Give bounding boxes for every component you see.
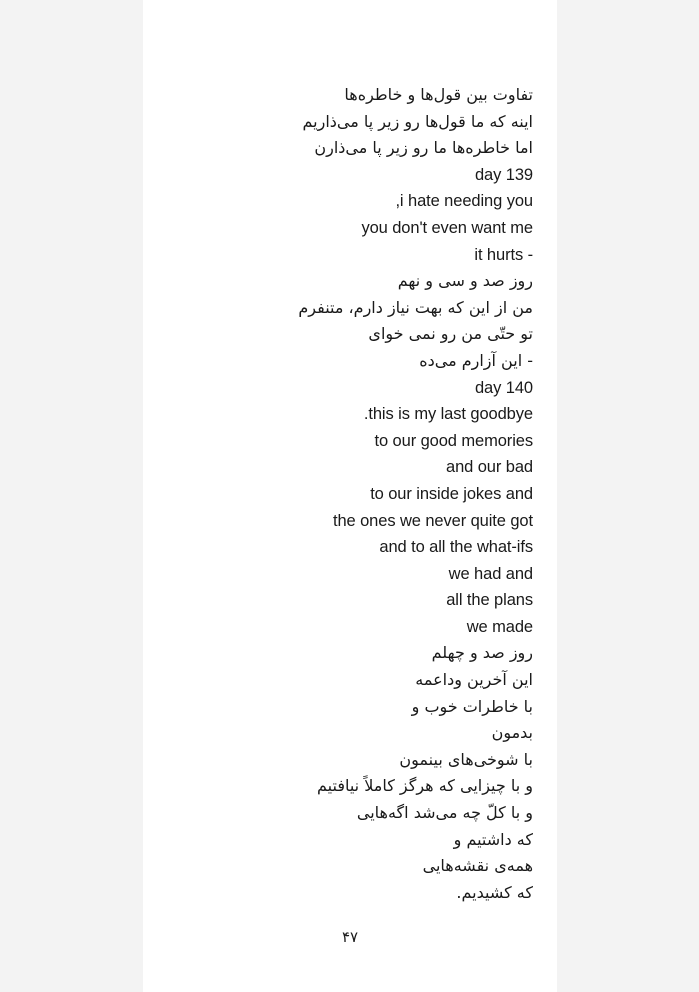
page-number: ۴۷	[341, 928, 359, 946]
text-line: day 139	[474, 165, 533, 184]
text-line: اینه که ما قول‌ها رو زیر پا می‌ذاریم	[302, 111, 533, 131]
text-line: you don't even want me	[361, 218, 533, 237]
text-line: با شوخی‌های بینمون	[399, 749, 533, 769]
text-line: to our good memories	[374, 431, 533, 450]
text-line: all the plans	[446, 591, 533, 610]
text-line: we had and	[448, 564, 533, 583]
text-line: ,i hate needing you	[395, 192, 533, 211]
book-page	[143, 0, 557, 992]
text-line: - این آزارم می‌ده	[419, 350, 533, 370]
text-line: این آخرین وداعمه	[415, 670, 533, 690]
text-line: که داشتیم و	[453, 829, 533, 849]
text-line: we made	[466, 617, 533, 636]
text-line: day 140	[474, 378, 533, 397]
text-line: to our inside jokes and	[370, 484, 533, 503]
text-line: and our bad	[446, 458, 533, 477]
text-line: با خاطرات خوب و	[411, 696, 533, 716]
text-line: روز صد و سی و نهم	[397, 271, 533, 291]
poem-text	[153, 82, 533, 906]
text-line: بدمون	[491, 723, 533, 743]
text-line: که کشیدیم.	[456, 882, 533, 902]
text-line: the ones we never quite got	[332, 511, 533, 530]
text-line: اما خاطره‌ها ما رو زیر پا می‌ذارن	[314, 138, 533, 158]
text-line: .this is my last goodbye	[363, 405, 533, 424]
text-line: همه‌ی نقشه‌هایی	[422, 856, 533, 876]
text-line: it hurts -	[474, 245, 533, 264]
text-line: و با چیزایی که هرگز کاملاً نیافتیم	[317, 776, 533, 796]
text-line: و با کلّ چه می‌شد اگه‌هایی	[356, 803, 533, 823]
text-line: تفاوت بین قول‌ها و خاطره‌ها	[344, 85, 533, 104]
text-line: روز صد و چهلم	[431, 643, 533, 663]
text-line: من از این که بهت نیاز دارم، متنفرم	[298, 297, 533, 317]
text-line: تو حتّی من رو نمی خوای	[368, 324, 533, 344]
text-line: and to all the what-ifs	[379, 538, 533, 557]
